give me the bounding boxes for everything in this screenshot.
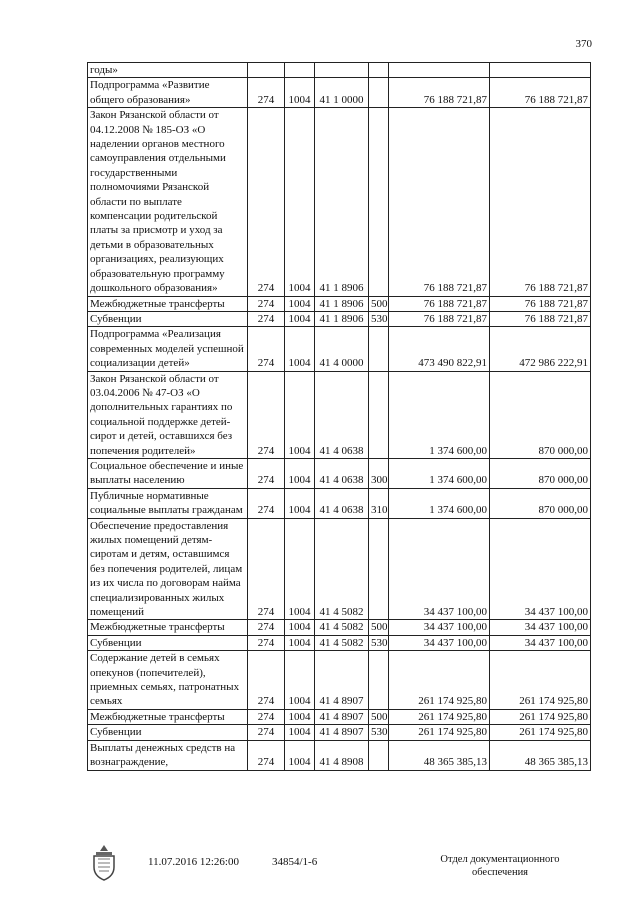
section-code: 1004 bbox=[285, 108, 315, 296]
ministry-code: 274 bbox=[248, 725, 285, 740]
target-article-code: 41 4 0638 bbox=[315, 488, 369, 518]
row-name: Содержание детей в семьях опекунов (попечителей), приемных семьях, патронатных семьях bbox=[88, 651, 248, 710]
ministry-code: 274 bbox=[248, 488, 285, 518]
target-article-code: 41 4 8907 bbox=[315, 709, 369, 724]
target-article-code: 41 4 0638 bbox=[315, 371, 369, 458]
ministry-code bbox=[248, 63, 285, 78]
table-row bbox=[88, 651, 591, 710]
amount-year-1: 48 365 385,13 bbox=[389, 740, 490, 770]
table-row bbox=[88, 371, 591, 458]
target-article-code: 41 1 8906 bbox=[315, 108, 369, 296]
table-row bbox=[88, 311, 591, 326]
table-row bbox=[88, 488, 591, 518]
table-row bbox=[88, 709, 591, 724]
footer-doc-id: 34854/1-6 bbox=[272, 856, 318, 868]
amount-year-1: 261 174 925,80 bbox=[389, 725, 490, 740]
amount-year-2: 76 188 721,87 bbox=[490, 296, 591, 311]
row-name: Подпрограмма «Развитие общего образования» bbox=[88, 78, 248, 108]
section-code: 1004 bbox=[285, 327, 315, 371]
section-code: 1004 bbox=[285, 709, 315, 724]
expense-type-code bbox=[369, 63, 389, 78]
expense-type-code bbox=[369, 78, 389, 108]
table-row bbox=[88, 63, 591, 78]
row-name: Межбюджетные трансферты bbox=[88, 296, 248, 311]
table-row bbox=[88, 725, 591, 740]
amount-year-1: 34 437 100,00 bbox=[389, 635, 490, 650]
row-name: Выплаты денежных средств на вознаграждение, bbox=[88, 740, 248, 770]
amount-year-1: 1 374 600,00 bbox=[389, 488, 490, 518]
ministry-code: 274 bbox=[248, 327, 285, 371]
amount-year-1: 261 174 925,80 bbox=[389, 651, 490, 710]
amount-year-1: 76 188 721,87 bbox=[389, 108, 490, 296]
amount-year-2: 261 174 925,80 bbox=[490, 709, 591, 724]
expense-type-code: 300 bbox=[369, 458, 389, 488]
amount-year-2: 870 000,00 bbox=[490, 371, 591, 458]
expense-type-code: 530 bbox=[369, 311, 389, 326]
row-name: Подпрограмма «Реализация современных моделей успешной социализации детей» bbox=[88, 327, 248, 371]
target-article-code: 41 4 5082 bbox=[315, 518, 369, 620]
footer-datetime: 11.07.2016 12:26:00 bbox=[148, 856, 239, 868]
row-name: Субвенции bbox=[88, 635, 248, 650]
section-code: 1004 bbox=[285, 620, 315, 635]
row-name: Закон Рязанской области от 04.12.2008 № 185-ОЗ «О наделении органов местного самоуправления отдельными государственными полномочиями Рязанской области по выплате компенсации родительской платы за присмотр и уход за детьми в образовательных организациях, реализующих образовательную программу дошкольного образования» bbox=[88, 108, 248, 296]
amount-year-1: 34 437 100,00 bbox=[389, 620, 490, 635]
amount-year-1: 34 437 100,00 bbox=[389, 518, 490, 620]
amount-year-2: 34 437 100,00 bbox=[490, 620, 591, 635]
section-code: 1004 bbox=[285, 635, 315, 650]
table-row bbox=[88, 327, 591, 371]
table-row bbox=[88, 296, 591, 311]
department-line-2: обеспечения bbox=[471, 867, 529, 878]
ministry-code: 274 bbox=[248, 518, 285, 620]
section-code: 1004 bbox=[285, 296, 315, 311]
ministry-code: 274 bbox=[248, 371, 285, 458]
amount-year-1: 1 374 600,00 bbox=[389, 458, 490, 488]
section-code: 1004 bbox=[285, 725, 315, 740]
ministry-code: 274 bbox=[248, 651, 285, 710]
expense-type-code: 530 bbox=[369, 725, 389, 740]
row-name: Социальное обеспечение и иные выплаты населению bbox=[88, 458, 248, 488]
row-name: Публичные нормативные социальные выплаты гражданам bbox=[88, 488, 248, 518]
target-article-code: 41 4 8908 bbox=[315, 740, 369, 770]
target-article-code: 41 4 8907 bbox=[315, 651, 369, 710]
amount-year-2: 261 174 925,80 bbox=[490, 725, 591, 740]
table-row bbox=[88, 458, 591, 488]
ministry-code: 274 bbox=[248, 620, 285, 635]
amount-year-2 bbox=[490, 63, 591, 78]
ministry-code: 274 bbox=[248, 108, 285, 296]
ministry-code: 274 bbox=[248, 635, 285, 650]
page-number: 370 bbox=[575, 38, 592, 50]
expense-type-code: 530 bbox=[369, 635, 389, 650]
amount-year-2: 34 437 100,00 bbox=[490, 635, 591, 650]
section-code: 1004 bbox=[285, 311, 315, 326]
table-row bbox=[88, 740, 591, 770]
row-name: Субвенции bbox=[88, 311, 248, 326]
target-article-code bbox=[315, 63, 369, 78]
section-code: 1004 bbox=[285, 518, 315, 620]
amount-year-1 bbox=[389, 63, 490, 78]
amount-year-2: 76 188 721,87 bbox=[490, 108, 591, 296]
expense-type-code bbox=[369, 108, 389, 296]
table-row bbox=[88, 78, 591, 108]
table-body bbox=[88, 63, 591, 771]
target-article-code: 41 1 8906 bbox=[315, 296, 369, 311]
expense-type-code: 310 bbox=[369, 488, 389, 518]
target-article-code: 41 1 0000 bbox=[315, 78, 369, 108]
row-name: Межбюджетные трансферты bbox=[88, 620, 248, 635]
table-row bbox=[88, 620, 591, 635]
footer-department bbox=[412, 853, 588, 879]
amount-year-2: 76 188 721,87 bbox=[490, 78, 591, 108]
coat-of-arms-logo bbox=[86, 843, 122, 883]
amount-year-2: 34 437 100,00 bbox=[490, 518, 591, 620]
amount-year-1: 76 188 721,87 bbox=[389, 296, 490, 311]
target-article-code: 41 4 5082 bbox=[315, 620, 369, 635]
ministry-code: 274 bbox=[248, 458, 285, 488]
section-code: 1004 bbox=[285, 78, 315, 108]
amount-year-2: 76 188 721,87 bbox=[490, 311, 591, 326]
expense-type-code: 500 bbox=[369, 620, 389, 635]
expense-type-code: 500 bbox=[369, 709, 389, 724]
expense-type-code bbox=[369, 518, 389, 620]
expense-type-code bbox=[369, 371, 389, 458]
row-name: Обеспечение предоставления жилых помещений детям-сиротам и детям, оставшимся без попечения родителей, лицам из их числа по договорам найма специализированных жилых помещений bbox=[88, 518, 248, 620]
table-row bbox=[88, 518, 591, 620]
section-code: 1004 bbox=[285, 651, 315, 710]
ministry-code: 274 bbox=[248, 78, 285, 108]
expense-type-code bbox=[369, 651, 389, 710]
table-row bbox=[88, 108, 591, 296]
amount-year-2: 870 000,00 bbox=[490, 458, 591, 488]
amount-year-1: 1 374 600,00 bbox=[389, 371, 490, 458]
department-line-1: Отдел документационного bbox=[440, 854, 560, 865]
ministry-code: 274 bbox=[248, 740, 285, 770]
target-article-code: 41 4 5082 bbox=[315, 635, 369, 650]
row-name: Закон Рязанской области от 03.04.2006 № 47-ОЗ «О дополнительных гарантиях по социальной поддержке детей-сирот и детей, оставшихся без попечения родителей» bbox=[88, 371, 248, 458]
amount-year-1: 261 174 925,80 bbox=[389, 709, 490, 724]
ministry-code: 274 bbox=[248, 709, 285, 724]
amount-year-2: 48 365 385,13 bbox=[490, 740, 591, 770]
expense-type-code bbox=[369, 740, 389, 770]
row-name: годы» bbox=[88, 63, 248, 78]
target-article-code: 41 4 0000 bbox=[315, 327, 369, 371]
ministry-code: 274 bbox=[248, 311, 285, 326]
target-article-code: 41 4 8907 bbox=[315, 725, 369, 740]
row-name: Субвенции bbox=[88, 725, 248, 740]
table-row bbox=[88, 635, 591, 650]
amount-year-2: 870 000,00 bbox=[490, 488, 591, 518]
amount-year-2: 261 174 925,80 bbox=[490, 651, 591, 710]
amount-year-1: 76 188 721,87 bbox=[389, 311, 490, 326]
row-name: Межбюджетные трансферты bbox=[88, 709, 248, 724]
amount-year-1: 473 490 822,91 bbox=[389, 327, 490, 371]
target-article-code: 41 1 8906 bbox=[315, 311, 369, 326]
section-code: 1004 bbox=[285, 458, 315, 488]
section-code: 1004 bbox=[285, 740, 315, 770]
expense-type-code bbox=[369, 327, 389, 371]
section-code: 1004 bbox=[285, 488, 315, 518]
section-code bbox=[285, 63, 315, 78]
expense-type-code: 500 bbox=[369, 296, 389, 311]
ministry-code: 274 bbox=[248, 296, 285, 311]
target-article-code: 41 4 0638 bbox=[315, 458, 369, 488]
amount-year-2: 472 986 222,91 bbox=[490, 327, 591, 371]
amount-year-1: 76 188 721,87 bbox=[389, 78, 490, 108]
section-code: 1004 bbox=[285, 371, 315, 458]
budget-table bbox=[87, 62, 591, 771]
